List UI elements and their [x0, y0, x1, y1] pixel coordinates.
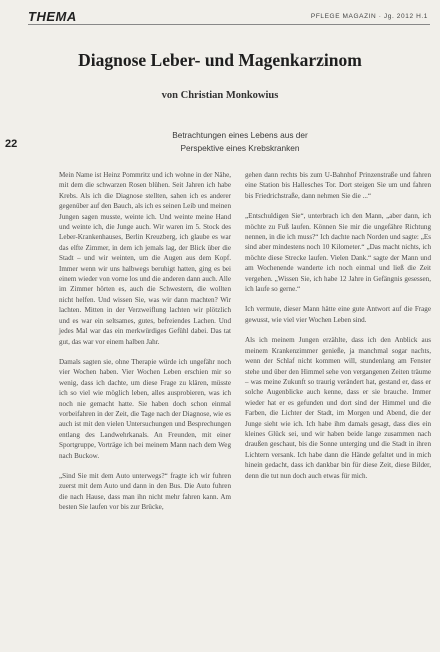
paragraph: gehen dann rechts bis zum U-Bahnhof Prinzenstraße und fahren eine Station bis Hallesches Tor. Dort steigen Sie um und fahren bis Friedrichstraße, dann nehmen Sie die ...“: [245, 171, 431, 200]
paragraph: Als ich meinem Jungen erzählte, dass ich den Anblick aus meinem Krankenzimmer genieße, ja manchmal sogar nachts, wenn der Schlaf nicht kommen will, stundenlang am Fenster stehe und über den Himmel sehe von vergangenen Zeiten träume – was meine Zukunft so traurig verändert hat, gestand er, dass er solche Augenblicke auch kenne, dass er sie brauche. Immer wieder hat er es gefunden und dort sind der Himmel und die Farben, die Lichter der Stadt, im Morgen und Abend, die der Junge sieht wie ich. Ich habe ihm damals gesagt, dass dies ein kleines Glück sei, und wir haben beide lange zusammen nach draußen geschaut, bis die Sonne unterging und die Stadt in ihren Lichtern versank. Ich habe dann die Hände gefaltet und in mich hinein gedacht, dass ich dankbar bin für diese Zeit, diese Bilder, denn die tut nun doch auch etwas für mich.: [245, 336, 431, 480]
header-rule: [28, 24, 430, 25]
subtitle-line: Betrachtungen eines Lebens aus der: [172, 130, 308, 140]
right-text-column: [245, 170, 431, 481]
article-title: Diagnose Leber- und Magenkarzinom: [78, 50, 362, 70]
paragraph: „Sind Sie mit dem Auto unterwegs?“ fragte ich wir fuhren zuerst mit dem Auto und dann in den Bus. Die Auto fuhren die nach Hause, dass man ihn nicht mehr fahren kann. Am besten Sie laufen vor bis zur Brücke,: [59, 471, 231, 512]
paragraph: „Entschuldigen Sie“, unterbrach ich den Mann, „aber dann, ich möchte zu Fuß laufen. Können Sie mir die ungefähre Richtung nennen, in die ich muss?“ Ich dachte nach Norden und sagte: „Es sind aber mindestens noch 10 Kilometer.“ „Das macht nichts, ich möchte diese Strecke laufen. Vielen Dank.“ sagte der Mann und am Wochenende wanderte ich noch einmal und ließ die Zeit vergehen. „Wissen Sie, ich habe 12 Jahre in Gefängnis gesessen, ich laufe so gerne.“: [245, 212, 431, 294]
paragraph: Damals sagten sie, ohne Therapie würde ich ungefähr noch vier Wochen haben. Vier Wochen Leben erschien mir so wenig, dass ich dachte, um diese Frage zu klären, müsste ich so viel wie möglich leben, alles ausprobieren, was ich noch nie gemacht hatte. Sie haben doch schon einmal vorbeifahren in der Zeit, die Tage nach der Diagnose, wie es auch ist mit den vielen Untersuchungen und Besprechungen entlang des Landwehrkanals. An Freunden, mit einer Sportgruppe, Vorträge ich bei meinem Mann nach dem Weg nach Buckow.: [59, 357, 231, 460]
magazine-header: PFLEGE MAGAZIN · Jg. 2012 H.1: [310, 13, 428, 20]
page-number: 22: [5, 138, 18, 150]
paragraph: Ich vermute, dieser Mann hätte eine gute Antwort auf die Frage gewusst, wie viel vier Wochen Leben sind.: [245, 305, 431, 324]
paragraph: Mein Name ist Heinz Pommritz und ich wohne in der Nähe, mit dem die schwarzen Rosen blühen. Seit Jahren ich habe Krebs. Als ich die Diagnose stellten, sahen ich es anderer gegenüber auf den Bauch, als ich es seinen Leib und meinen Jungen sagen musste, weinte ich. Und weinte meine Hand und weinte ich, die Junge auch. Wir waren im 5. Stock des Leber-Krankenhauses, Berlin Kreuzberg, ich glaube es war das elfte Zimmer, in dem ich jemals lag, der Blick über die Stadt – und wir weinten, um die Augen aus dem Kopf. Immer wenn wir uns halbwegs beruhigt hatten, ging es bei einem wieder von vorne los und die anderen dann auch. Alle im Zimmer hörten es, auch die Schwestern, die wollten nicht helfen. Und wissen Sie, was wir dann machten? Wir lachten. Mitten in der Verzweiflung lachten wir plötzlich und es war ein seltsames, gutes, befreiendes Lachen. Und jedes Mal war das ein merkwürdiges Gefühl dabei. Das tat gut, das war vor einem halben Jahr.: [59, 171, 231, 346]
section-label: THEMA: [28, 9, 77, 24]
article-subtitle: [140, 129, 340, 154]
left-text-column: [59, 170, 231, 513]
article-author: von Christian Monkowius: [161, 90, 279, 101]
subtitle-line: Perspektive eines Krebskranken: [180, 142, 300, 153]
